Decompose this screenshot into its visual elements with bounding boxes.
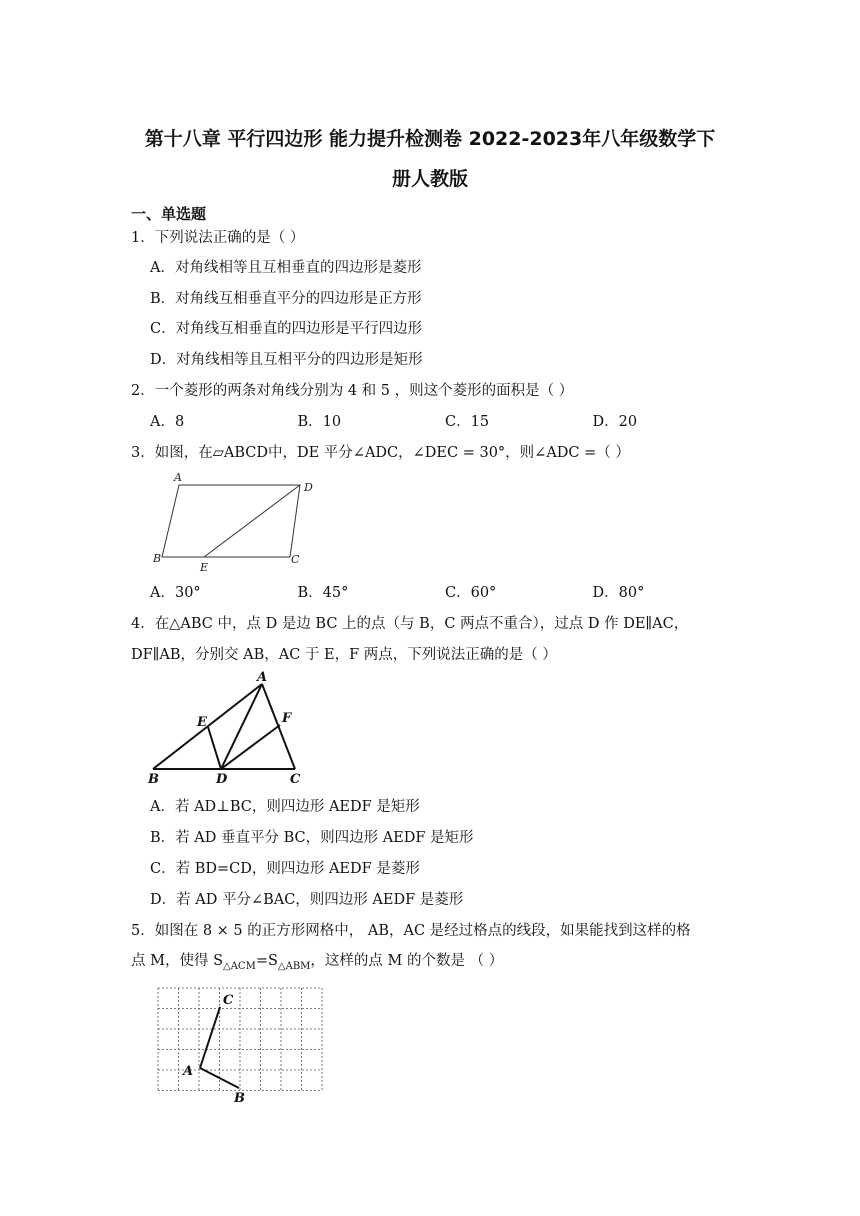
question-2-option-a: A．8 [150, 414, 185, 430]
figure-label-a: A [174, 471, 182, 484]
question-5-grid-figure [150, 982, 330, 1107]
question-3-stem: 3．如图，在▱ABCD中，DE 平分∠ADC，∠DEC = 30°，则∠ADC =（ ） [131, 445, 630, 461]
question-2-option-c: C．15 [445, 414, 490, 430]
figure-label-c: C [290, 772, 301, 786]
question-1-option-d: D．对角线相等且互相平分的四边形是矩形 [150, 352, 423, 368]
question-5-stem-text: 点 M，使得 S [131, 953, 223, 969]
figure-label-a: A [183, 1064, 194, 1079]
question-5-stem-line-1: 5．如图在 8 × 5 的正方形网格中， AB，AC 是经过格点的线段，如果能找到这样的格 [131, 923, 691, 939]
question-1-option-b: B．对角线互相垂直平分的四边形是正方形 [150, 291, 422, 307]
question-4-option-c: C．若 BD=CD，则四边形 AEDF 是菱形 [150, 861, 420, 877]
figure-label-e: E [197, 715, 207, 730]
question-5-stem-eq: =S [255, 953, 278, 969]
figure-label-b: B [148, 772, 159, 786]
question-2-option-d: D．20 [592, 414, 638, 430]
question-3-option-d: D．80° [592, 585, 645, 601]
question-4-option-a: A．若 AD⊥BC，则四边形 AEDF 是矩形 [150, 799, 420, 815]
question-3-option-c: C．60° [445, 585, 497, 601]
question-4-stem-line-1: 4．在△ABC 中，点 D 是边 BC 上的点（与 B，C 两点不重合），过点 D 作 DE∥AC， [131, 616, 689, 632]
figure-label-b: B [234, 1091, 245, 1106]
figure-label-f: F [282, 711, 292, 726]
figure-label-c: C [291, 553, 300, 566]
question-3-option-b: B．45° [297, 585, 349, 601]
figure-label-b: B [153, 552, 162, 565]
question-5-subscript-abm: △ABM [277, 960, 311, 972]
question-2-options [150, 410, 740, 431]
question-1-option-a: A．对角线相等且互相垂直的四边形是菱形 [150, 260, 422, 276]
question-4-option-b: B．若 AD 垂直平分 BC，则四边形 AEDF 是矩形 [150, 830, 474, 846]
question-2-stem: 2．一个菱形的两条对角线分别为 4 和 5 ，则这个菱形的面积是（ ） [131, 383, 574, 399]
question-3-parallelogram-figure [148, 470, 323, 575]
question-4-triangle-figure [145, 668, 315, 786]
question-1-option-c: C．对角线互相垂直的四边形是平行四边形 [150, 321, 423, 337]
question-5-stem-line-2 [131, 949, 503, 972]
question-4-option-d: D．若 AD 平分∠BAC，则四边形 AEDF 是菱形 [150, 892, 464, 908]
figure-label-a: A [257, 670, 268, 685]
question-2-option-b: B．10 [297, 414, 342, 430]
question-1-stem: 1．下列说法正确的是（ ） [131, 230, 305, 246]
figure-label-d: D [304, 481, 313, 494]
figure-label-c: C [223, 993, 234, 1008]
question-4-stem-line-2: DF∥AB，分别交 AB，AC 于 E，F 两点，下列说法正确的是（ ） [131, 647, 557, 663]
document-title-line-1: 第十八章 平行四边形 能力提升检测卷 2022-2023年八年级数学下 [144, 128, 716, 150]
section-heading: 一、单选题 [131, 205, 207, 223]
document-title-line-2: 册人教版 [391, 168, 468, 190]
question-5-subscript-acm: △ACM [223, 960, 256, 972]
question-3-option-a: A．30° [150, 585, 201, 601]
figure-label-e: E [200, 561, 209, 574]
figure-label-d: D [216, 772, 228, 786]
question-3-options [150, 581, 740, 602]
question-5-stem-tail: ，这样的点 M 的个数是 （ ） [310, 953, 504, 969]
